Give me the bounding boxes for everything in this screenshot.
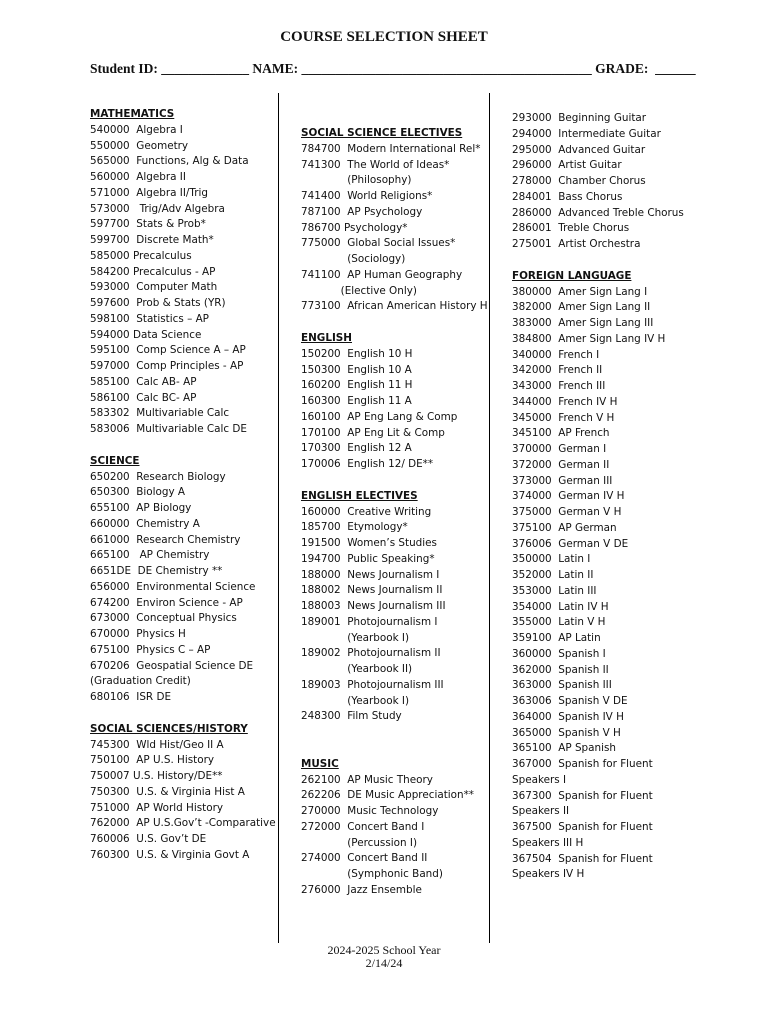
course-item: 745300 Wld Hist/Geo II A	[90, 738, 224, 751]
course-item: 170006 English 12/ DE**	[301, 458, 434, 470]
course-item: 674200 Environ Science - AP	[90, 596, 243, 609]
course-item: 367000 Spanish for Fluent	[512, 758, 653, 770]
page-title: COURSE SELECTION SHEET	[280, 29, 488, 45]
course-item: 680106 ISR DE	[90, 691, 172, 703]
section-heading: ENGLISH	[301, 332, 352, 344]
course-item: 365100 AP Spanish	[512, 742, 616, 755]
column-divider-2	[489, 93, 490, 943]
course-item: 670000 Physics H	[90, 628, 186, 640]
course-item: 786700 Psychology*	[301, 221, 408, 234]
course-item: 276000 Jazz Ensemble	[301, 883, 422, 896]
course-item: (Percussion I)	[301, 836, 418, 849]
course-item: (Graduation Credit)	[90, 675, 191, 688]
course-item: 773100 African American History H	[301, 300, 488, 313]
course-item: 160000 Creative Writing	[301, 505, 432, 518]
course-item: 670206 Geospatial Science DE	[90, 659, 254, 672]
course-item: Speakers IV H	[512, 868, 585, 881]
course-item: 597700 Stats & Prob*	[90, 218, 206, 231]
course-item: 294000 Intermediate Guitar	[512, 127, 661, 140]
course-item: Speakers I	[512, 773, 567, 786]
course-item: (Philosophy)	[301, 174, 412, 187]
course-item: 741400 World Religions*	[301, 190, 433, 202]
course-item	[301, 725, 488, 741]
course-item: 270000 Music Technology	[301, 805, 439, 817]
course-item: (Symphonic Band)	[301, 868, 443, 880]
course-item: 150300 English 10 A	[301, 363, 412, 376]
course-item: 594000 Data Science	[90, 328, 202, 341]
course-item: 573000 Trig/Adv Algebra	[90, 202, 225, 215]
course-item: 597600 Prob & Stats (YR)	[90, 297, 226, 309]
course-item: 550000 Geometry	[90, 139, 189, 152]
course-item: 750100 AP U.S. History	[90, 754, 215, 767]
course-item: 367500 Spanish for Fluent	[512, 821, 653, 833]
course-item: 650200 Research Biology	[90, 470, 226, 483]
course-item: 660000 Chemistry A	[90, 517, 200, 530]
course-item: 363006 Spanish V DE	[512, 695, 628, 707]
section-heading: FOREIGN LANGUAGE	[512, 269, 632, 282]
course-item: 362000 Spanish II	[512, 663, 609, 676]
course-item: 760006 U.S. Gov’t DE	[90, 833, 207, 845]
student-info-row: Student ID: _____________ NAME: ___________________________________________ GRADE: ______	[90, 61, 696, 76]
course-item: 350000 Latin I	[512, 553, 591, 566]
course-item: 296000 Artist Guitar	[512, 159, 622, 172]
course-item: 188002 News Journalism II	[301, 584, 443, 597]
course-item: 345000 French V H	[512, 411, 615, 424]
course-item: 586100 Calc BC- AP	[90, 391, 197, 404]
course-item: (Yearbook II)	[301, 663, 413, 675]
course-item: 274000 Concert Band II	[301, 852, 428, 865]
course-item: 354000 Latin IV H	[512, 600, 609, 613]
course-item: (Elective Only)	[301, 284, 417, 297]
course-item: 376006 German V DE	[512, 537, 629, 550]
column-3	[512, 111, 684, 883]
course-item: 6651DE DE Chemistry **	[90, 565, 223, 577]
course-item: 762000 AP U.S.Gov’t -Comparative	[90, 817, 276, 830]
course-item: 194700 Public Speaking*	[301, 552, 435, 565]
course-item: 367300 Spanish for Fluent	[512, 789, 653, 802]
course-item: 160300 English 11 A	[301, 395, 412, 407]
course-item: 295000 Advanced Guitar	[512, 143, 646, 156]
course-item: 775000 Global Social Issues*	[301, 237, 456, 250]
course-item: 565000 Functions, Alg & Data	[90, 155, 249, 168]
course-item: 284001 Bass Chorus	[512, 190, 623, 203]
course-item: Speakers III H	[512, 836, 584, 849]
course-item: 383000 Amer Sign Lang III	[512, 317, 654, 329]
course-item: 784700 Modern International Rel*	[301, 142, 481, 155]
course-item: 650300 Biology A	[90, 486, 186, 499]
course-item: 343000 French III	[512, 380, 606, 392]
course-item: 673000 Conceptual Physics	[90, 612, 237, 625]
course-item: 360000 Spanish I	[512, 647, 606, 660]
course-item: 598100 Statistics – AP	[90, 312, 209, 325]
course-item: 750007 U.S. History/DE**	[90, 770, 223, 782]
course-item: 372000 German II	[512, 458, 610, 471]
course-item: (Sociology)	[301, 253, 406, 265]
course-item: 188000 News Journalism I	[301, 568, 440, 581]
course-item: 293000 Beginning Guitar	[512, 112, 647, 124]
course-item: (Yearbook I)	[301, 694, 410, 707]
course-item: 741100 AP Human Geography	[301, 268, 463, 281]
course-item: 374000 German IV H	[512, 490, 625, 503]
course-item: 364000 Spanish IV H	[512, 710, 624, 723]
section-heading: ENGLISH ELECTIVES	[301, 489, 418, 502]
course-item: 787100 AP Psychology	[301, 205, 423, 218]
course-item: 150200 English 10 H	[301, 347, 413, 360]
course-item: 583302 Multivariable Calc	[90, 407, 230, 420]
course-item: 380000 Amer Sign Lang I	[512, 285, 648, 298]
course-item: 189002 Photojournalism II	[301, 647, 441, 660]
course-item: 741300 The World of Ideas*	[301, 158, 450, 171]
course-item: 665100 AP Chemistry	[90, 549, 210, 562]
course-item: 656000 Environmental Science	[90, 580, 256, 593]
section-heading: MATHEMATICS	[90, 108, 175, 120]
course-item: 188003 News Journalism III	[301, 600, 446, 612]
course-item: 272000 Concert Band I	[301, 820, 425, 833]
course-item: 560000 Algebra II	[90, 171, 186, 183]
course-item: 661000 Research Chemistry	[90, 533, 241, 546]
course-item: 286001 Treble Chorus	[512, 222, 630, 235]
course-item: 571000 Algebra II/Trig	[90, 186, 208, 199]
course-item: 655100 AP Biology	[90, 502, 192, 514]
course-item: 583006 Multivariable Calc DE	[90, 423, 247, 435]
course-item: 375100 AP German	[512, 521, 617, 534]
course-item: 345100 AP French	[512, 427, 610, 440]
course-item: 585100 Calc AB- AP	[90, 375, 197, 388]
course-item: 370000 German I	[512, 443, 607, 455]
column-divider-1	[278, 93, 279, 943]
course-item: 363000 Spanish III	[512, 679, 612, 692]
course-item: (Yearbook I)	[301, 631, 410, 644]
course-item: 170300 English 12 A	[301, 442, 412, 455]
course-item: 599700 Discrete Math*	[90, 234, 214, 246]
course-item: 191500 Women’s Studies	[301, 537, 437, 549]
section-heading: SOCIAL SCIENCES/HISTORY	[90, 722, 248, 735]
course-item: 189003 Photojournalism III	[301, 678, 444, 691]
school-year: 2024-2025 School Year	[327, 943, 441, 957]
course-item: 160200 English 11 H	[301, 379, 413, 392]
column-2	[301, 126, 488, 899]
course-item: 593000 Computer Math	[90, 281, 218, 294]
course-item: 384800 Amer Sign Lang IV H	[512, 332, 666, 345]
course-item: 185700 Etymology*	[301, 521, 408, 534]
course-item: 359100 AP Latin	[512, 632, 601, 644]
course-item: 353000 Latin III	[512, 584, 597, 597]
course-item: 597000 Comp Principles - AP	[90, 360, 244, 372]
course-item: 540000 Algebra I	[90, 123, 183, 136]
course-item: 382000 Amer Sign Lang II	[512, 301, 651, 314]
course-item: 751000 AP World History	[90, 801, 223, 814]
section-heading: SCIENCE	[90, 454, 140, 467]
course-item: 278000 Chamber Chorus	[512, 175, 646, 187]
course-item: 262100 AP Music Theory	[301, 773, 433, 786]
course-item: 342000 French II	[512, 364, 603, 377]
course-item: 352000 Latin II	[512, 569, 594, 581]
course-item: Speakers II	[512, 805, 570, 818]
course-item: 275001 Artist Orchestra	[512, 238, 641, 250]
course-item: 170100 AP Eng Lit & Comp	[301, 426, 445, 439]
footer	[0, 944, 768, 970]
course-item: 367504 Spanish for Fluent	[512, 852, 653, 865]
course-item: 355000 Latin V H	[512, 616, 606, 629]
course-item: 189001 Photojournalism I	[301, 615, 438, 628]
course-item: 675100 Physics C – AP	[90, 643, 211, 656]
course-item: 584200 Precalculus - AP	[90, 265, 216, 278]
course-item: 365000 Spanish V H	[512, 726, 621, 739]
course-item: 286000 Advanced Treble Chorus	[512, 206, 684, 219]
course-item: 248300 Film Study	[301, 710, 402, 723]
course-item: 585000 Precalculus	[90, 249, 192, 262]
course-item: 373000 German III	[512, 474, 613, 487]
section-heading: MUSIC	[301, 757, 339, 770]
course-item: 160100 AP Eng Lang & Comp	[301, 410, 458, 423]
course-item: 750300 U.S. & Virginia Hist A	[90, 785, 245, 798]
course-item: 375000 German V H	[512, 506, 622, 518]
course-item: 595100 Comp Science A – AP	[90, 344, 246, 357]
revision-date: 2/14/24	[365, 956, 403, 970]
column-1	[90, 107, 276, 864]
section-heading: SOCIAL SCIENCE ELECTIVES	[301, 127, 463, 139]
course-item: 344000 French IV H	[512, 395, 618, 408]
course-item: 262206 DE Music Appreciation**	[301, 789, 475, 802]
course-item: 340000 French I	[512, 348, 600, 361]
course-item: 760300 U.S. & Virginia Govt A	[90, 848, 250, 861]
